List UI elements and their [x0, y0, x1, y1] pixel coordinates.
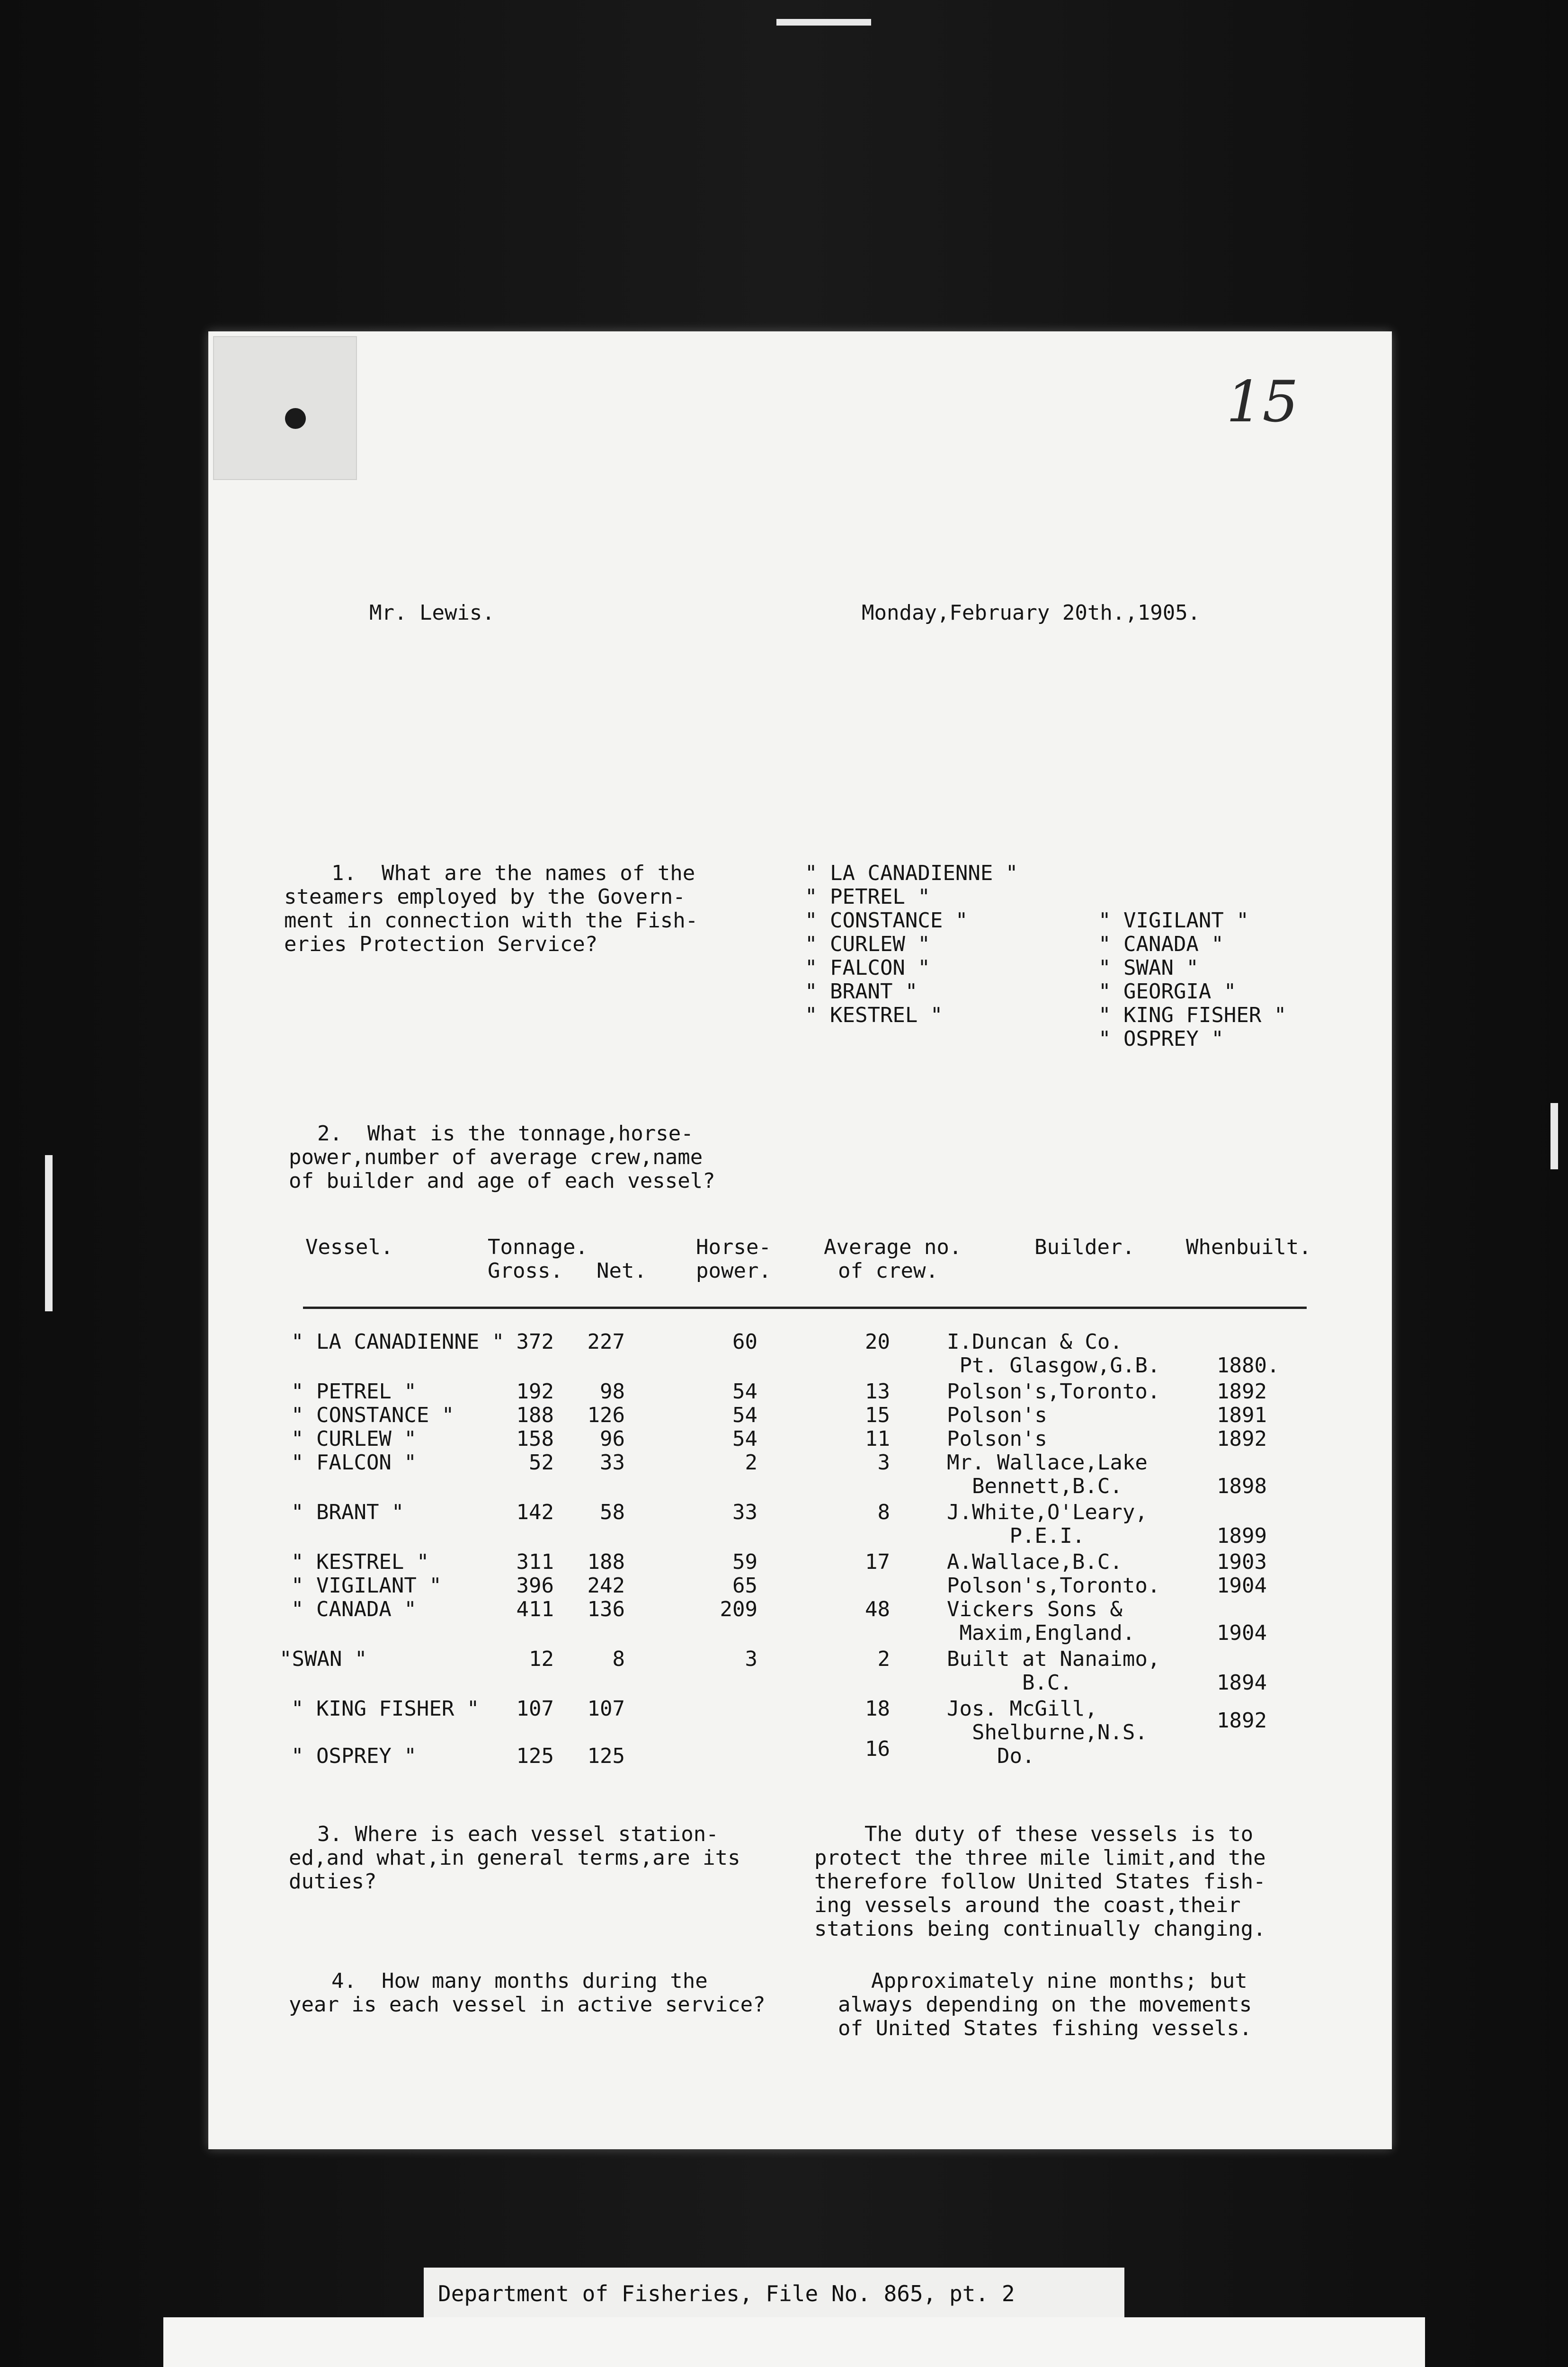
col-vessel: Vessel. — [305, 1235, 393, 1259]
gross-cell: 52 — [529, 1450, 554, 1475]
hp-cell: 2 — [745, 1450, 757, 1475]
net-cell: 96 — [600, 1427, 625, 1451]
crew-cell: 2 — [877, 1647, 890, 1671]
crew-cell: 8 — [877, 1500, 890, 1524]
col-builder: Builder. — [1034, 1235, 1135, 1259]
answer-line: protect the three mile limit,and the — [814, 1846, 1266, 1870]
net-cell: 126 — [587, 1403, 625, 1427]
crew-cell: 11 — [865, 1427, 890, 1451]
vessel-name: " CURLEW " — [805, 932, 930, 956]
net-cell: 125 — [587, 1744, 625, 1768]
question-line: 3. Where is each vessel station- — [317, 1822, 719, 1846]
hp-cell: 60 — [732, 1330, 757, 1354]
question-line: year is each vessel in active service? — [289, 1993, 766, 2017]
vessel-cell: " CANADA " — [291, 1597, 417, 1621]
vessel-name: " VIGILANT " — [1098, 908, 1249, 933]
year-cell: 1880. — [1217, 1353, 1280, 1378]
col-tonnage: Tonnage. — [488, 1235, 588, 1259]
col-avg-crew-2: of crew. — [838, 1259, 938, 1283]
question-line: duties? — [289, 1869, 377, 1894]
vessel-name: " KING FISHER " — [1098, 1003, 1287, 1027]
hp-cell: 54 — [732, 1379, 757, 1404]
question-line: ed,and what,in general terms,are its — [289, 1846, 740, 1870]
net-cell: 98 — [600, 1379, 625, 1404]
builder-cell: B.C. — [947, 1671, 1072, 1695]
hp-cell: 54 — [732, 1427, 757, 1451]
year-cell: 1894 — [1217, 1671, 1267, 1695]
file-reference-label: Department of Fisheries, File No. 865, pt. 2 — [424, 2268, 1124, 2320]
answer-line: always depending on the movements — [838, 1993, 1252, 2017]
vessel-name: " CANADA " — [1098, 932, 1224, 956]
year-cell: 1903 — [1217, 1550, 1267, 1574]
crew-cell: 20 — [865, 1330, 890, 1354]
gross-cell: 311 — [516, 1550, 554, 1574]
year-cell: 1904 — [1217, 1621, 1267, 1645]
answer-line: The duty of these vessels is to — [814, 1822, 1254, 1846]
net-cell: 58 — [600, 1500, 625, 1524]
vessel-name: " BRANT " — [805, 979, 918, 1004]
builder-cell: Maxim,England. — [947, 1621, 1135, 1645]
page-number: 15 — [1226, 369, 1299, 435]
tape-patch — [213, 336, 357, 480]
gross-cell: 188 — [516, 1403, 554, 1427]
gross-cell: 411 — [516, 1597, 554, 1621]
builder-cell: A.Wallace,B.C. — [947, 1550, 1123, 1574]
hp-cell: 33 — [732, 1500, 757, 1524]
hp-cell: 59 — [732, 1550, 757, 1574]
hp-cell: 209 — [720, 1597, 757, 1621]
builder-cell: P.E.I. — [947, 1524, 1085, 1548]
vessel-cell: " PETREL " — [291, 1379, 417, 1404]
builder-cell: Shelburne,N.S. — [947, 1720, 1148, 1744]
builder-cell: J.White,O'Leary, — [947, 1500, 1148, 1524]
question-line: of builder and age of each vessel? — [289, 1169, 715, 1193]
table-rule — [303, 1307, 1307, 1309]
builder-cell: Bennett,B.C. — [947, 1474, 1123, 1498]
col-gross: Gross. — [488, 1259, 563, 1283]
crew-cell: 15 — [865, 1403, 890, 1427]
vessel-cell: " CURLEW " — [291, 1427, 417, 1451]
frame-mark-left — [45, 1155, 53, 1311]
question-line: steamers employed by the Govern- — [284, 885, 686, 909]
vessel-name: " FALCON " — [805, 956, 930, 980]
gross-cell: 192 — [516, 1379, 554, 1404]
frame-mark-top — [776, 19, 871, 26]
answer-line: Approximately nine months; but — [871, 1969, 1247, 1993]
builder-cell: Pt. Glasgow,G.B. — [947, 1353, 1160, 1378]
vessel-cell: " CONSTANCE " — [291, 1403, 454, 1427]
addressee: Mr. Lewis. — [369, 601, 495, 625]
net-cell: 8 — [612, 1647, 625, 1671]
gross-cell: 142 — [516, 1500, 554, 1524]
year-cell: 1899 — [1217, 1524, 1267, 1548]
vessel-cell: "SWAN " — [279, 1647, 367, 1671]
crew-cell: 18 — [865, 1697, 890, 1721]
question-line: 4. How many months during the — [331, 1969, 708, 1993]
builder-cell: Polson's — [947, 1427, 1047, 1451]
builder-cell: Mr. Wallace,Lake — [947, 1450, 1148, 1475]
gross-cell: 372 — [516, 1330, 554, 1354]
question-line: ment in connection with the Fish- — [284, 908, 698, 933]
gross-cell: 396 — [516, 1574, 554, 1598]
question-line: eries Protection Service? — [284, 932, 598, 956]
builder-cell: Built at Nanaimo, — [947, 1647, 1160, 1671]
builder-cell: Jos. McGill, — [947, 1697, 1097, 1721]
year-cell: 1898 — [1217, 1474, 1267, 1498]
crew-cell: 3 — [877, 1450, 890, 1475]
year-cell: 1904 — [1217, 1574, 1267, 1598]
letter-date: Monday,February 20th.,1905. — [862, 601, 1201, 625]
hp-cell: 54 — [732, 1403, 757, 1427]
frame-mark-right — [1550, 1103, 1558, 1169]
vessel-cell: " FALCON " — [291, 1450, 417, 1475]
punch-hole — [285, 408, 306, 429]
net-cell: 136 — [587, 1597, 625, 1621]
vessel-cell: " OSPREY " — [291, 1744, 417, 1768]
gross-cell: 12 — [529, 1647, 554, 1671]
builder-cell: Polson's,Toronto. — [947, 1379, 1160, 1404]
vessel-name: " CONSTANCE " — [805, 908, 968, 933]
builder-cell: Vickers Sons & — [947, 1597, 1123, 1621]
vessel-name: " PETREL " — [805, 885, 930, 909]
net-cell: 33 — [600, 1450, 625, 1475]
net-cell: 107 — [587, 1697, 625, 1721]
vessel-name: " KESTREL " — [805, 1003, 943, 1027]
vessel-cell: " KESTREL " — [291, 1550, 429, 1574]
col-when-built: Whenbuilt. — [1186, 1235, 1311, 1259]
document-page — [208, 331, 1392, 2149]
vessel-cell: " KING FISHER " — [291, 1697, 480, 1721]
vessel-cell: " BRANT " — [291, 1500, 404, 1524]
builder-cell: Polson's,Toronto. — [947, 1574, 1160, 1598]
answer-line: therefore follow United States fish- — [814, 1869, 1266, 1894]
archives-stamp — [163, 2317, 1425, 2367]
net-cell: 227 — [587, 1330, 625, 1354]
net-cell: 242 — [587, 1574, 625, 1598]
vessel-cell: " VIGILANT " — [291, 1574, 442, 1598]
builder-cell: Do. — [947, 1744, 1035, 1768]
year-cell: 1891 — [1217, 1403, 1267, 1427]
col-horsepower-2: power. — [696, 1259, 771, 1283]
builder-cell: I.Duncan & Co. — [947, 1330, 1123, 1354]
vessel-cell: " LA CANADIENNE " — [291, 1330, 505, 1354]
year-cell: 1892 — [1217, 1379, 1267, 1404]
vessel-name: " OSPREY " — [1098, 1027, 1224, 1051]
net-cell: 188 — [587, 1550, 625, 1574]
year-cell: 1892 — [1217, 1709, 1267, 1733]
crew-cell: 13 — [865, 1379, 890, 1404]
vessel-name: " LA CANADIENNE " — [805, 861, 1018, 885]
crew-cell: 17 — [865, 1550, 890, 1574]
question-line: 2. What is the tonnage,horse- — [317, 1121, 694, 1146]
answer-line: of United States fishing vessels. — [838, 2016, 1252, 2040]
gross-cell: 107 — [516, 1697, 554, 1721]
col-horsepower-1: Horse- — [696, 1235, 771, 1259]
crew-cell: 16 — [865, 1737, 890, 1761]
gross-cell: 158 — [516, 1427, 554, 1451]
hp-cell: 65 — [732, 1574, 757, 1598]
gross-cell: 125 — [516, 1744, 554, 1768]
crew-cell: 48 — [865, 1597, 890, 1621]
col-avg-crew-1: Average no. — [824, 1235, 962, 1259]
question-line: 1. What are the names of the — [331, 861, 695, 885]
col-net: Net. — [597, 1259, 647, 1283]
answer-line: ing vessels around the coast,their — [814, 1893, 1241, 1917]
year-cell: 1892 — [1217, 1427, 1267, 1451]
question-line: power,number of average crew,name — [289, 1145, 703, 1169]
vessel-name: " SWAN " — [1098, 956, 1199, 980]
vessel-name: " GEORGIA " — [1098, 979, 1237, 1004]
builder-cell: Polson's — [947, 1403, 1047, 1427]
answer-line: stations being continually changing. — [814, 1917, 1266, 1941]
hp-cell: 3 — [745, 1647, 757, 1671]
